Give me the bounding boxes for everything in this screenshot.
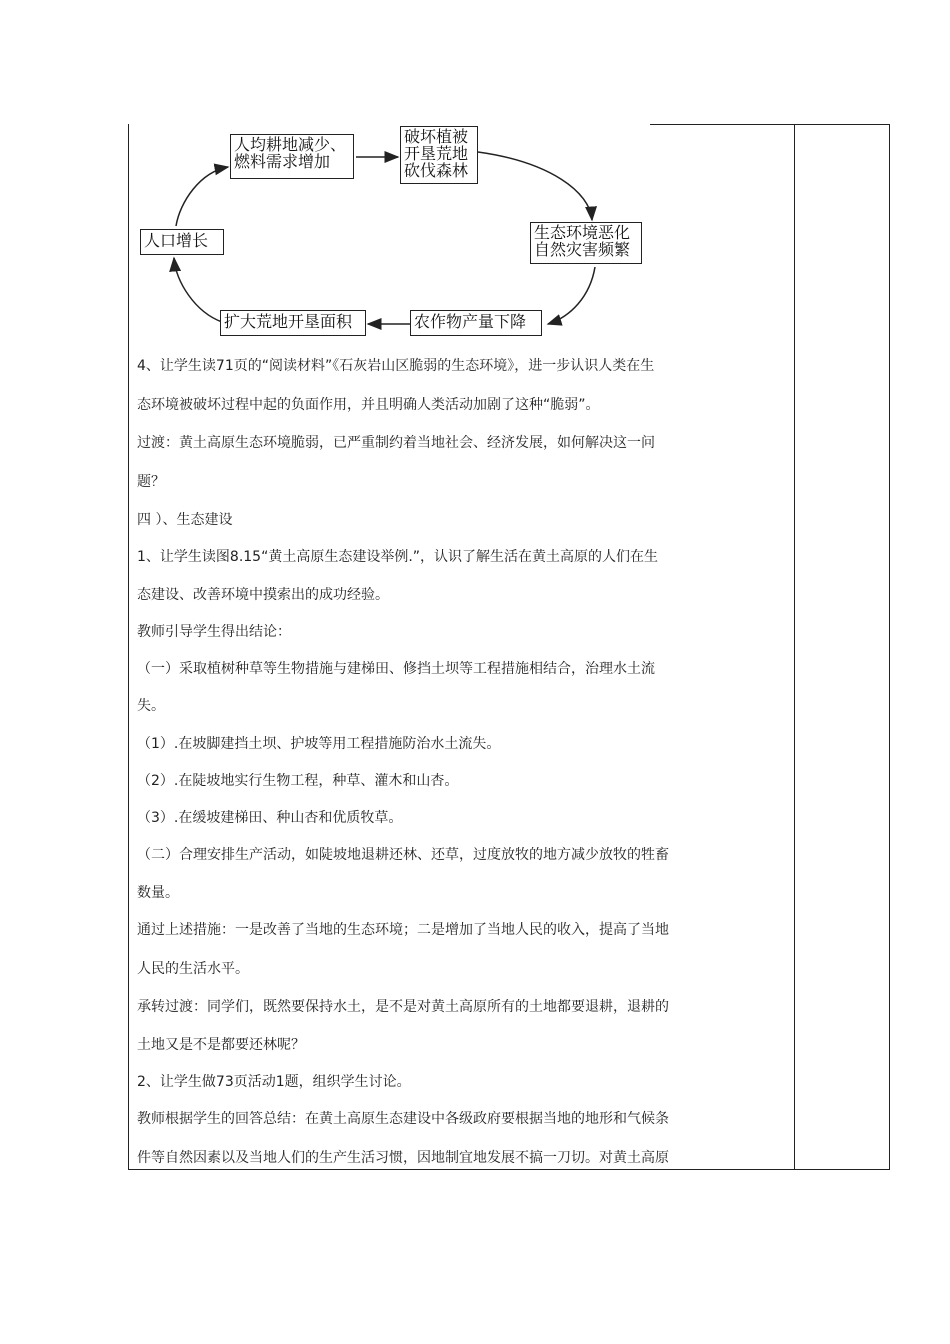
box-line: 开垦荒地 [404, 144, 469, 163]
diagram-box-ecology-worsening [530, 222, 642, 264]
box-line: 扩大荒地开垦面积 [224, 312, 353, 331]
paragraph-line: （二）合理安排生产活动，如陡坡地退耕还林、还草，过度放牧的地方减少放牧的牲畜 [137, 847, 669, 863]
box-line: 自然灾害频繁 [534, 240, 631, 259]
paragraph-line: 土地又是不是都要还林呢？ [137, 1037, 305, 1053]
flow-diagram [130, 122, 790, 347]
table-column-divider [794, 124, 795, 1170]
box-line: 生态环境恶化 [534, 223, 631, 242]
arrow-box2-to-box3 [478, 152, 592, 220]
paragraph-line: 件等自然因素以及当地人们的生产生活习惯，因地制宜地发展不搞一刀切。对黄土高原 [137, 1150, 669, 1166]
section-heading: 四 ）、生态建设 [137, 512, 233, 528]
arrow-box5-to-box6 [174, 258, 222, 322]
diagram-box-farmland-fuel [230, 134, 354, 179]
paragraph-line: 教师引导学生得出结论： [137, 624, 291, 640]
diagram-box-destroy-vegetation [400, 126, 478, 184]
arrow-box3-to-box4 [548, 267, 595, 324]
paragraph-line: 通过上述措施：一是改善了当地的生态环境；二是增加了当地人民的收入，提高了当地 [137, 922, 669, 938]
box-line: 人口增长 [144, 231, 209, 250]
diagram-box-population-growth [140, 229, 224, 255]
paragraph-line: 承转过渡：同学们，既然要保持水土，是不是对黄土高原所有的土地都要退耕，退耕的 [137, 999, 669, 1015]
paragraph-line: 态环境被破坏过程中起的负面作用，并且明确人类活动加剧了这种“脆弱”。 [137, 397, 600, 413]
paragraph-line: 数量。 [137, 885, 179, 901]
paragraph-line: 过渡：黄土高原生态环境脆弱，已严重制约着当地社会、经济发展，如何解决这一问 [137, 435, 655, 451]
paragraph-line: 4、让学生读71页的“阅读材料”《石灰岩山区脆弱的生态环境》，进一步认识人类在生 [137, 358, 655, 374]
table-left-border [128, 124, 129, 1170]
paragraph-line: 1、让学生读图8.15“黄土高原生态建设举例.”，认识了解生活在黄土高原的人们在生 [137, 549, 659, 565]
paragraph-line: 失。 [137, 698, 165, 714]
diagram-box-crop-yield-decline [410, 310, 542, 336]
box-line: 农作物产量下降 [414, 312, 527, 331]
table-bottom-border [128, 1169, 890, 1170]
box-line: 人均耕地减少、 [234, 135, 347, 154]
paragraph-line: （1）.在坡脚建挡土坝、护坡等用工程措施防治水土流失。 [137, 736, 501, 752]
box-line: 破坏植被 [404, 127, 469, 146]
paragraph-line: （3）.在缓坡建梯田、种山杏和优质牧草。 [137, 810, 403, 826]
paragraph-line: （2）.在陡坡地实行生物工程，种草、灌木和山杏。 [137, 773, 459, 789]
box-line: 砍伐森林 [404, 161, 469, 180]
paragraph-line: （一）采取植树种草等生物措施与建梯田、修挡土坝等工程措施相结合，治理水土流 [137, 661, 655, 677]
diagram-box-expand-reclamation [220, 310, 366, 336]
paragraph-line: 教师根据学生的回答总结：在黄土高原生态建设中各级政府要根据当地的地形和气候条 [137, 1111, 669, 1127]
table-right-border [889, 124, 890, 1170]
paragraph-line: 态建设、改善环境中摸索出的成功经验。 [137, 587, 389, 603]
box-line: 燃料需求增加 [234, 152, 331, 171]
paragraph-line: 题？ [137, 474, 165, 490]
arrow-box6-to-box1 [176, 167, 228, 226]
paragraph-line: 2、让学生做73页活动1题，组织学生讨论。 [137, 1074, 411, 1090]
paragraph-line: 人民的生活水平。 [137, 961, 249, 977]
